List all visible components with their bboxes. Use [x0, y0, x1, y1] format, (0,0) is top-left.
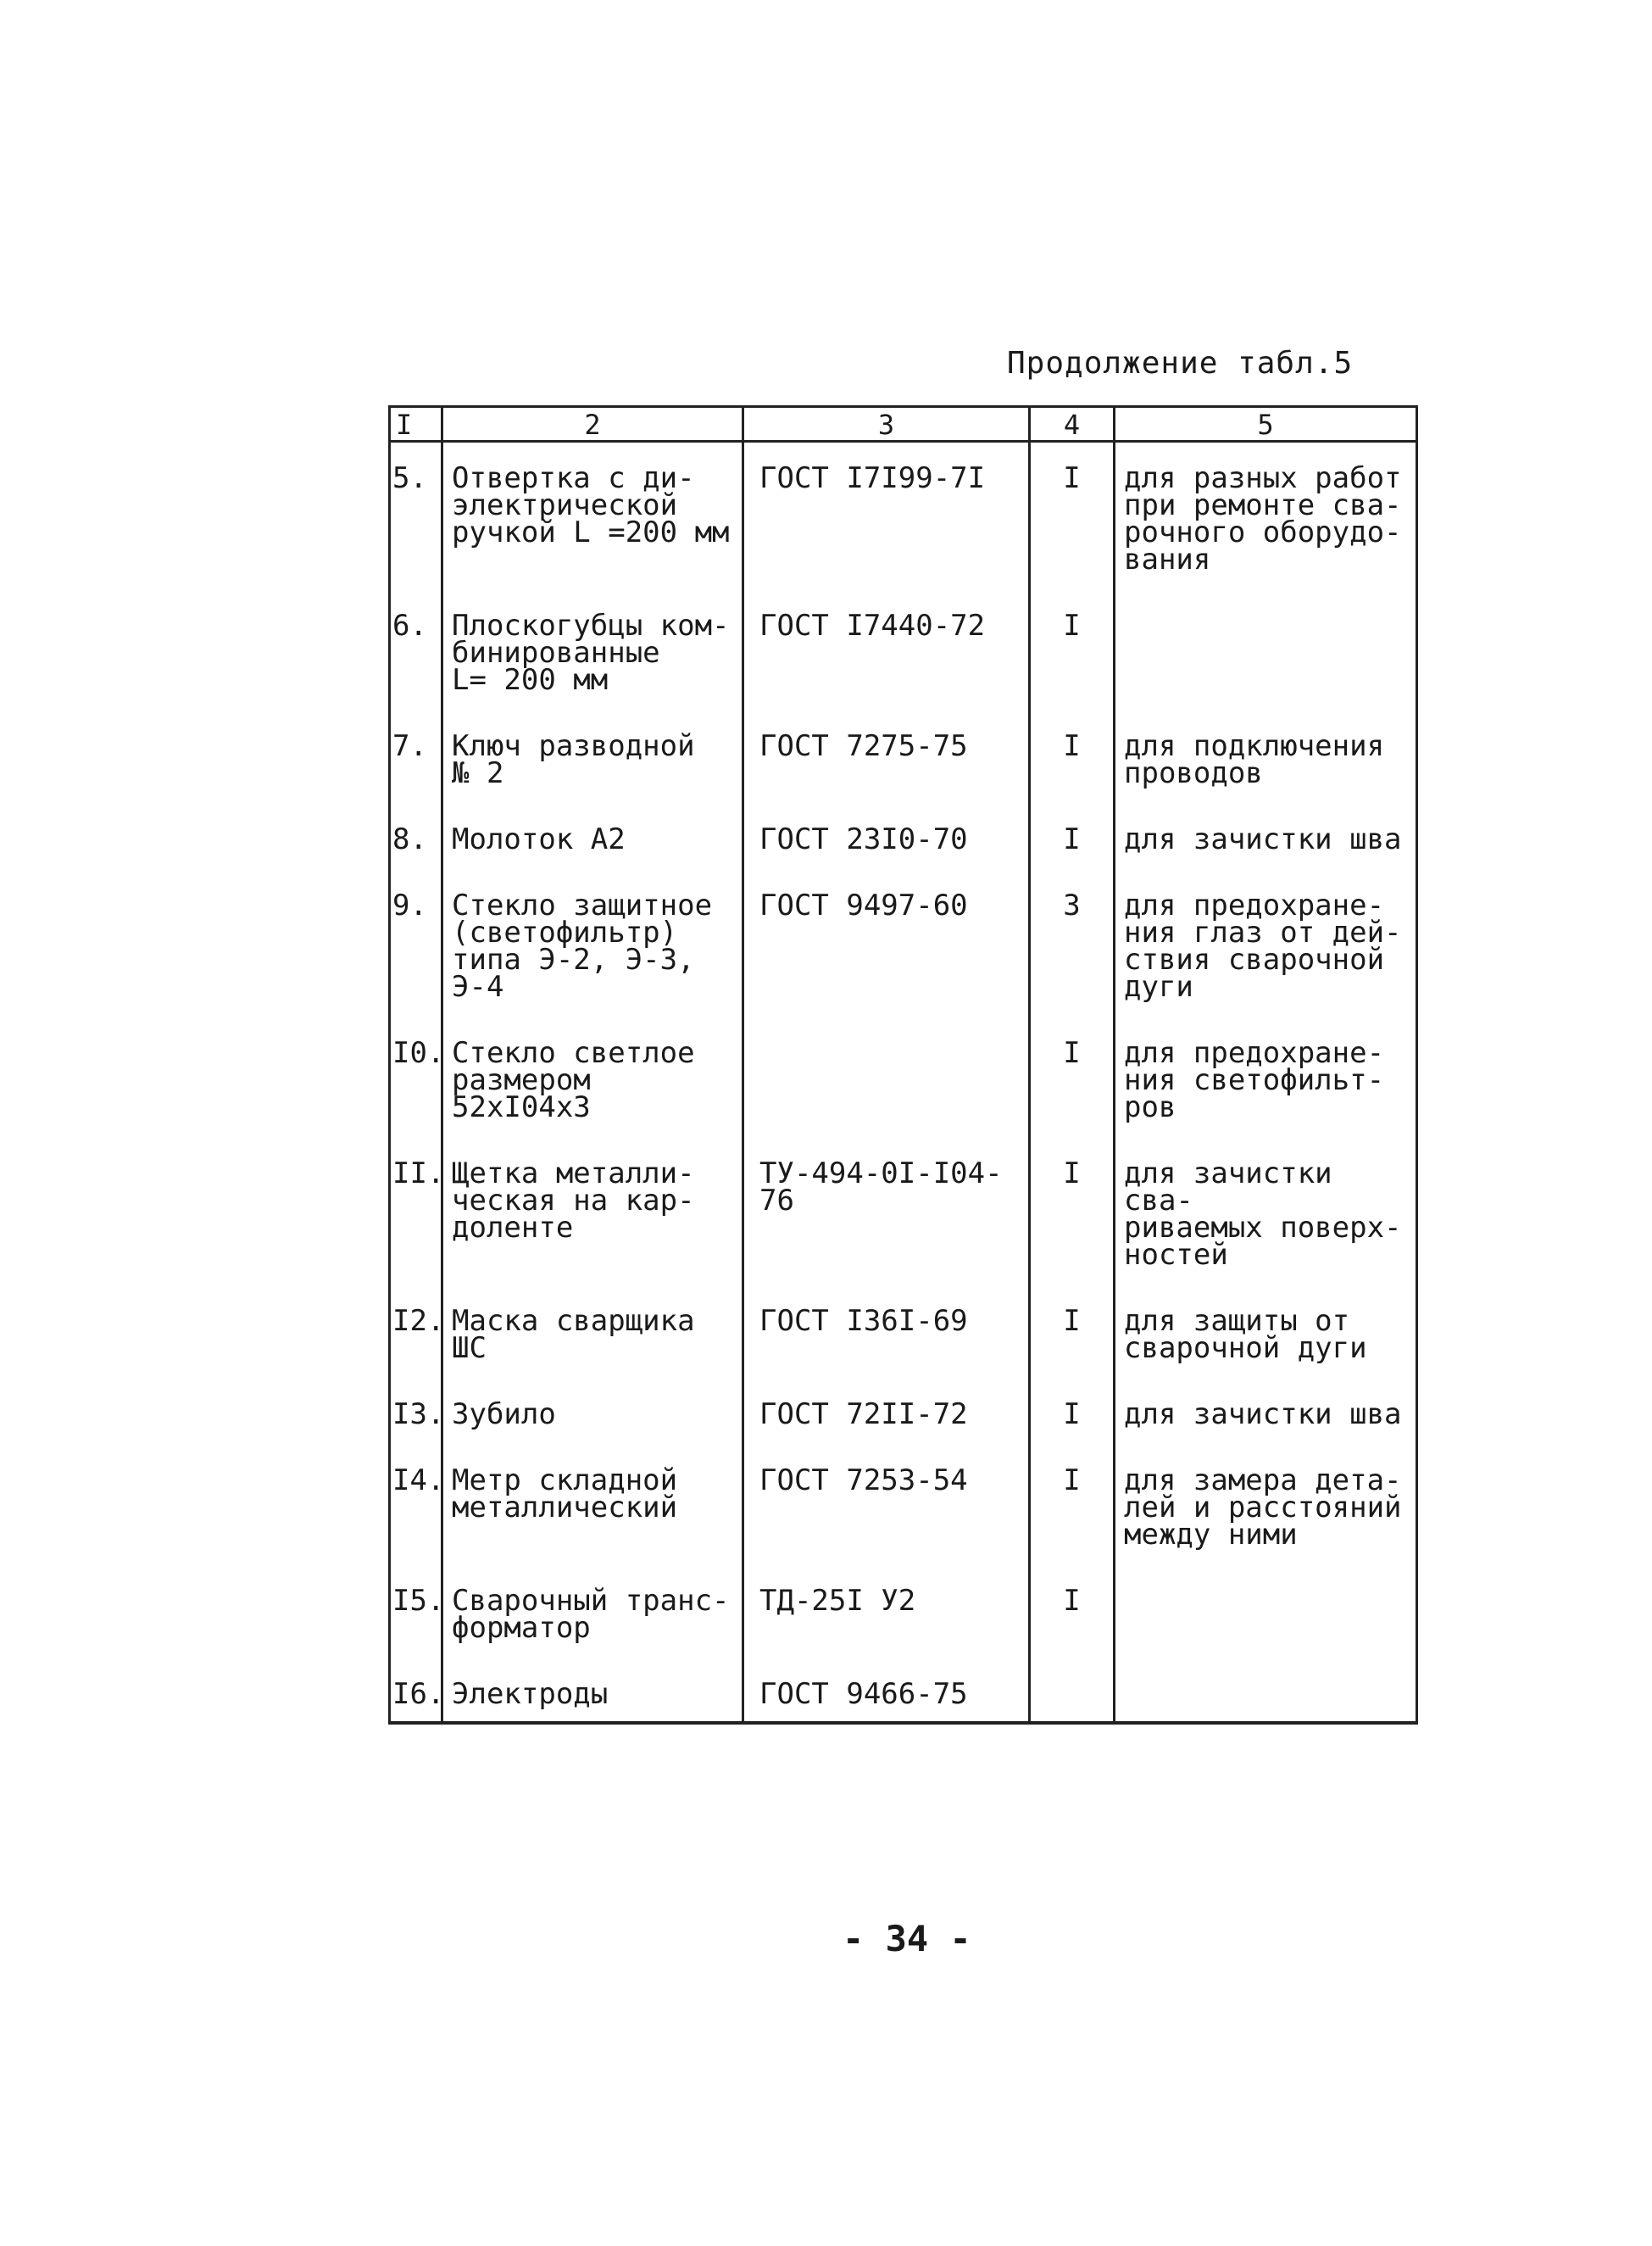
- table-row: [390, 442, 1417, 591]
- item-quantity: I: [1030, 804, 1115, 870]
- item-name: Маска сварщика ШС: [442, 1285, 743, 1379]
- item-name: Зубило: [442, 1379, 743, 1445]
- item-name: Плоскогубцы ком- бинированные L= 200 мм: [442, 590, 743, 711]
- row-number: I6.: [390, 1658, 442, 1723]
- table-row: [390, 1285, 1417, 1379]
- item-purpose: для замера дета- лей и расстояний между ними: [1115, 1445, 1417, 1565]
- equipment-table-container: [388, 405, 1416, 1725]
- table-caption: Продолжение табл.5: [1007, 346, 1354, 381]
- item-purpose: для предохране- ния глаз от дей- ствия сварочной дуги: [1115, 870, 1417, 1017]
- item-name: Молоток А2: [442, 804, 743, 870]
- item-quantity: I: [1030, 1565, 1115, 1658]
- item-standard: ГОСТ 23I0-70: [743, 804, 1030, 870]
- header-row: [390, 407, 1417, 442]
- row-number: 7.: [390, 711, 442, 804]
- header-col-4: 4: [1030, 407, 1115, 442]
- item-purpose: [1115, 1565, 1417, 1658]
- item-name: Электроды: [442, 1658, 743, 1723]
- item-quantity: [1030, 1658, 1115, 1723]
- item-name: Стекло светлое размером 52хI04х3: [442, 1017, 743, 1138]
- item-purpose: для зачистки шва: [1115, 804, 1417, 870]
- equipment-table: [388, 405, 1418, 1725]
- page-number: - 34 -: [843, 1918, 971, 1959]
- item-standard: [743, 1017, 1030, 1138]
- row-number: I0.: [390, 1017, 442, 1138]
- item-purpose: для разных работ при ремонте сва- рочного оборудо- вания: [1115, 442, 1417, 591]
- item-standard: ГОСТ I7440-72: [743, 590, 1030, 711]
- item-purpose: [1115, 590, 1417, 711]
- row-number: I4.: [390, 1445, 442, 1565]
- table-row: [390, 590, 1417, 711]
- item-quantity: 3: [1030, 870, 1115, 1017]
- table-row: [390, 1565, 1417, 1658]
- table-row: [390, 1445, 1417, 1565]
- item-purpose: для предохране- ния светофильт- ров: [1115, 1017, 1417, 1138]
- item-purpose: [1115, 1658, 1417, 1723]
- item-standard: ТУ-494-0I-I04-76: [743, 1138, 1030, 1285]
- header-col-3: 3: [743, 407, 1030, 442]
- row-number: 5.: [390, 442, 442, 591]
- item-name: Сварочный транс- форматор: [442, 1565, 743, 1658]
- row-number: 8.: [390, 804, 442, 870]
- item-standard: ГОСТ 72II-72: [743, 1379, 1030, 1445]
- table-row: [390, 711, 1417, 804]
- item-name: Щетка металли- ческая на кар- доленте: [442, 1138, 743, 1285]
- table-row: [390, 1017, 1417, 1138]
- item-purpose: для зачистки шва: [1115, 1379, 1417, 1445]
- table-row: [390, 804, 1417, 870]
- item-name: Стекло защитное (светофильтр) типа Э-2, Э-3, Э-4: [442, 870, 743, 1017]
- item-standard: ГОСТ I7I99-7I: [743, 442, 1030, 591]
- item-standard: ТД-25I У2: [743, 1565, 1030, 1658]
- row-number: I5.: [390, 1565, 442, 1658]
- item-quantity: I: [1030, 1017, 1115, 1138]
- table-row: [390, 1658, 1417, 1723]
- row-number: 6.: [390, 590, 442, 711]
- item-quantity: I: [1030, 1138, 1115, 1285]
- item-name: Отвертка с ди- электрической ручкой L =200 мм: [442, 442, 743, 591]
- item-quantity: I: [1030, 1445, 1115, 1565]
- item-quantity: I: [1030, 1379, 1115, 1445]
- table-row: [390, 1379, 1417, 1445]
- table-row: [390, 870, 1417, 1017]
- item-standard: ГОСТ 7275-75: [743, 711, 1030, 804]
- item-standard: ГОСТ I36I-69: [743, 1285, 1030, 1379]
- table-row: [390, 1138, 1417, 1285]
- item-quantity: I: [1030, 711, 1115, 804]
- item-name: Метр складной металлический: [442, 1445, 743, 1565]
- row-number: 9.: [390, 870, 442, 1017]
- item-purpose: для зачистки сва- риваемых поверх- ностей: [1115, 1138, 1417, 1285]
- header-col-1: I: [390, 407, 442, 442]
- item-standard: ГОСТ 7253-54: [743, 1445, 1030, 1565]
- item-purpose: для защиты от сварочной дуги: [1115, 1285, 1417, 1379]
- item-standard: ГОСТ 9466-75: [743, 1658, 1030, 1723]
- item-quantity: I: [1030, 590, 1115, 711]
- row-number: I3.: [390, 1379, 442, 1445]
- item-name: Ключ разводной № 2: [442, 711, 743, 804]
- row-number: I2.: [390, 1285, 442, 1379]
- row-number: II.: [390, 1138, 442, 1285]
- item-purpose: для подключения проводов: [1115, 711, 1417, 804]
- item-quantity: I: [1030, 1285, 1115, 1379]
- header-col-5: 5: [1115, 407, 1417, 442]
- header-col-2: 2: [442, 407, 743, 442]
- item-standard: ГОСТ 9497-60: [743, 870, 1030, 1017]
- item-quantity: I: [1030, 442, 1115, 591]
